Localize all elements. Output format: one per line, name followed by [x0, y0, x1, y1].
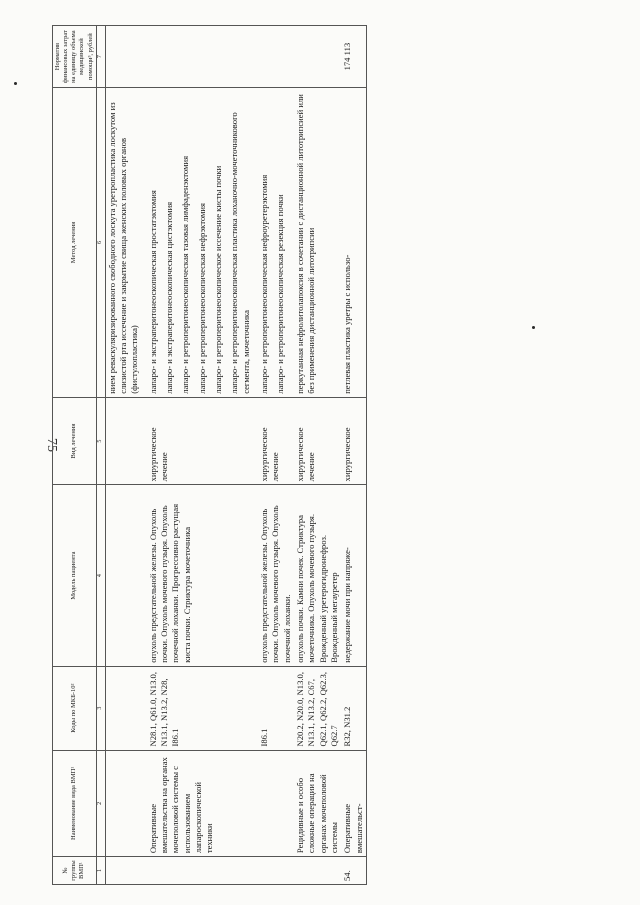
cell-norm — [258, 26, 294, 88]
header-name: Наименование вида ВМП¹ — [53, 750, 97, 857]
cell-method — [341, 88, 366, 398]
table-row — [258, 26, 294, 885]
cell-method — [105, 88, 147, 398]
cell-method — [258, 88, 294, 398]
vmp-table — [52, 25, 367, 885]
method-item: лапаро- и ретроперитонеоскопическое иссечение кисты почки — [213, 165, 224, 394]
method-item: лапаро- и ретроперитонеоскопическая тазовая лимфаденэктомия — [180, 155, 191, 394]
table-row — [147, 26, 258, 885]
method-item: лапаро- и ретроперитонеоскопическая нефроуретерэктомия — [259, 174, 270, 394]
cell-treatment-type: хирургическое лечение — [294, 397, 341, 485]
column-number: 6 — [96, 88, 105, 398]
cell-codes: N28.1, Q61.0, N13.0, N13.1, N13.2, N28, I86.1 — [147, 666, 258, 750]
method-item: лапаро- и ретроперитонеоскопическая нефрэктомия — [196, 203, 207, 394]
cell-norm — [294, 26, 341, 88]
column-number: 2 — [96, 750, 105, 857]
cell-norm — [147, 26, 258, 88]
cell-group — [105, 857, 147, 885]
cell-name: Рецидивные и особо сложные операции на органах мочеполовой системы — [294, 750, 341, 857]
table-row — [105, 26, 147, 885]
method-item: петлевая пластика уретры с использо- — [342, 254, 353, 394]
column-number: 1 — [96, 857, 105, 885]
page-number: 75 — [44, 438, 59, 452]
header-model: Модель пациента — [53, 485, 97, 666]
cell-codes: R32, N31.2 — [341, 666, 366, 750]
table-row — [341, 26, 366, 885]
cell-treatment-type: хирургическое лечение — [147, 397, 258, 485]
column-number-row — [96, 26, 105, 885]
column-number: 5 — [96, 397, 105, 485]
cell-model: опухоль предстательной железы. Опухоль почки. Опухоль мочевого пузыря. Опухоль почечной лоханки. — [258, 485, 294, 666]
method-item: лапаро- и ретроперитонеоскопическая пластика лоханочно-мочеточникового сегмента, мочеточника — [229, 112, 251, 394]
cell-name: Оперативные вмешательства на органах мочеполовой системы с использованием лапароскопической техники — [147, 750, 258, 857]
header-codes: Коды по МКБ-10² — [53, 666, 97, 750]
header-norm: Норматив финансовых затрат на единицу объема медицинской помощи³, рублей — [53, 26, 97, 88]
cell-name: Оперативные вмешательст- — [341, 750, 366, 857]
cell-model: опухоль предстательной железы. Опухоль почки. Опухоль мочевого пузыря. Опухоль почечной лоханки. Прогрессивно растущая киста почки. Стриктура мочеточника — [147, 485, 258, 666]
cell-treatment-type: хирургическое — [341, 397, 366, 485]
column-number: 4 — [96, 485, 105, 666]
method-item: нием реваскуляризированного свободного лоскута уретропластика лоскутом из слизистой рта иссечение и закрытие свища женских половых органов (фистулопластика) — [106, 102, 140, 394]
cell-norm — [105, 26, 147, 88]
cell-method — [147, 88, 258, 398]
cell-name — [105, 750, 147, 857]
cell-treatment-type — [105, 397, 147, 485]
header-treatment-type: Вид лечения — [53, 397, 97, 485]
cell-norm: 174 113 — [341, 26, 366, 88]
cell-group — [147, 857, 258, 885]
column-number: 3 — [96, 666, 105, 750]
cell-model: недержание мочи при напряже- — [341, 485, 366, 666]
cell-group — [258, 857, 294, 885]
header-group: № группы ВМП¹ — [53, 857, 97, 885]
cell-group — [294, 857, 341, 885]
cell-model: опухоль почки. Камни почек. Стриктура мочеточника. Опухоль мочевого пузыря. Врожденный уретерогидронефроз. Врожденный мегауретер — [294, 485, 341, 666]
cell-group: 54. — [341, 857, 366, 885]
method-item: лапаро- и ретроперитонеоскопическая резекция почки — [275, 194, 286, 394]
table-row — [294, 26, 341, 885]
method-item: лапаро- и экстраперитонеоскопическая цистэктомия — [164, 201, 174, 394]
method-item: перкутанная нефролитолапоксия в сочетании с дистанционной литотрипсией или без применения дистанционной литотрипсии — [295, 94, 317, 394]
method-item: лапаро- и экстраперитонеоскопическая простатэктомия — [147, 190, 158, 394]
cell-model — [105, 485, 147, 666]
cell-name — [258, 750, 294, 857]
table-header-row — [53, 26, 97, 885]
header-method: Метод лечения — [53, 88, 97, 398]
cell-method — [294, 88, 341, 398]
cell-codes: I86.1 — [258, 666, 294, 750]
cell-codes — [105, 666, 147, 750]
cell-treatment-type: хирургическое лечение — [258, 397, 294, 485]
cell-codes: N20.2, N20.0, N13.0, N13.1, N13.2, C67, Q62.1, Q62.2, Q62.3, Q62.7 — [294, 666, 341, 750]
column-number: 7 — [96, 26, 105, 88]
